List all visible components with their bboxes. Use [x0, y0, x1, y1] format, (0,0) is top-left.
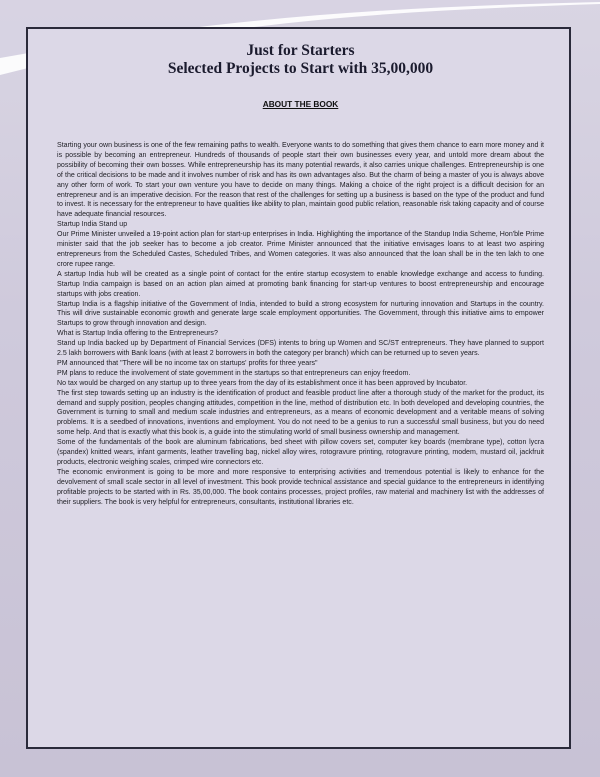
- body-text: [57, 141, 544, 508]
- paragraph-action-plan: Our Prime Minister unveiled a 19-point action plan for start-up enterprises in India. Highlighting the importance of the Standup India Scheme, Hon'ble Prime minister said that the job seeker has to become a job creator. Prime Minister announced that the initiative envisages loans to at least two aspiring entrepreneurs from the Scheduled Castes, Scheduled Tribes, and Women categories. It was also announced that the loan shall be in the ten lakh to one crore rupee range.: [57, 231, 544, 268]
- paragraph-state-government: PM plans to reduce the involvement of state government in the startups so that entrepreneurs can enjoy freedom.: [57, 369, 411, 377]
- title-line-2: Selected Projects to Start with 35,00,000: [167, 60, 434, 77]
- paragraph-income-tax: PM announced that "There will be no income tax on startups' profits for three years": [57, 359, 318, 367]
- paragraph-flagship: Startup India is a flagship initiative of the Government of India, intended to build a strong ecosystem for nurturing innovation and Startups in the country. This will drive sustainable economic growth and generate large scale employment opportunities. The Government, through this initiative aims to empower Startups to grow through innovation and design.: [57, 300, 544, 328]
- paragraph-subheading-startup: Startup India Stand up: [57, 221, 128, 229]
- paragraph-no-tax: No tax would be charged on any startup up to three years from the day of its establishment once it has been approved by Incubator.: [57, 379, 468, 387]
- section-heading: ABOUT THE BOOK: [262, 99, 339, 109]
- paragraph-first-step: The first step towards setting up an industry is the identification of product and feasible product line after a thorough study of the market for the product, its demand and supply position, peoples changing attitudes, competition in the line, method of distribution etc. In both developed and developing countries, the Government is turning to small and medium scale industries and entrepreneurs, as a means of economic development and a veritable means of solving problems. It is a seedbed of innovations, inventions and employment. You do not need to be a genius to run a successful small business, but you do need some help. And that is exactly what this book is, a guide into the stimulating world of small business ownership and management.: [57, 389, 544, 437]
- paragraph-economic-environment: The economic environment is going to be more and more responsive to enterprising activities and tremendous potential is likely to enhance for the devolvement of small scale sector in all level of investment. This book provide technical assistance and special guidance to the entrepreneurs in identifying profitable projects to be started with in Rs. 35,00,000. The book contains processes, project profiles, raw material and machinery list with the addresses of their suppliers. The book is very helpful for entrepreneurs, consultants, institutional libraries etc.: [57, 468, 544, 506]
- paragraph-subheading-offering: What is Startup India offering to the Entrepreneurs?: [57, 330, 218, 338]
- title-line-1: Just for Starters: [246, 42, 355, 59]
- document-content: [57, 42, 544, 508]
- paragraph-startup-hub: A startup India hub will be created as a single point of contact for the entire startup ecosystem to enable knowledge exchange and access to funding. Startup India campaign is based on an action plan aimed at promoting bank financing for start-up ventures to boost entrepreneurship and encourage startups with jobs creation.: [57, 270, 544, 298]
- paragraph-intro: Starting your own business is one of the few remaining paths to wealth. Everyone wants to do something that gives them chance to earn more money and it is possible by becoming an entrepreneur. Hundreds of thousands of people start their own businesses every year, and untold more dream about the possibility of becoming their own bosses. While entrepreneurship has its many potential rewards, it also carries unique challenges. Entrepreneurship is one of the critical decisions to be made and it involves number of risk and has its own advantages also. But the charm of being a master of you is always above any other form of work. To start your own venture you have to decide on many things. Making a choice of the right project is a difficult decision for an entrepreneur and is an imperative decision. For the reason that rest of the challenges for setting up a business is based on the type of the product and fund to invest. It is necessary for the entrepreneur to have qualities like ability to plan, maintain good public relation, reasonable risk taking capacity and of course have adequate financial resources.: [57, 142, 544, 219]
- paragraph-stand-up-india: Stand up India backed up by Department of Financial Services (DFS) intents to bring up Women and SC/ST entrepreneurs. They have planned to support 2.5 lakh borrowers with Bank loans (with at least 2 borrowers in both the category per branch) which can be returned up to seven years.: [57, 340, 544, 358]
- paragraph-fundamentals: Some of the fundamentals of the book are aluminum fabrications, bed sheet with pillow covers set, computer key boards (membrane type), cotton lycra (spandex) knitted wears, infant garments, leather travelling bag, nickel alloy wires, rotogravure printing, rotogravure printing, modem, mustard oil, jackfruit products, electronic weighing scales, crimped wire connectors etc.: [57, 439, 544, 466]
